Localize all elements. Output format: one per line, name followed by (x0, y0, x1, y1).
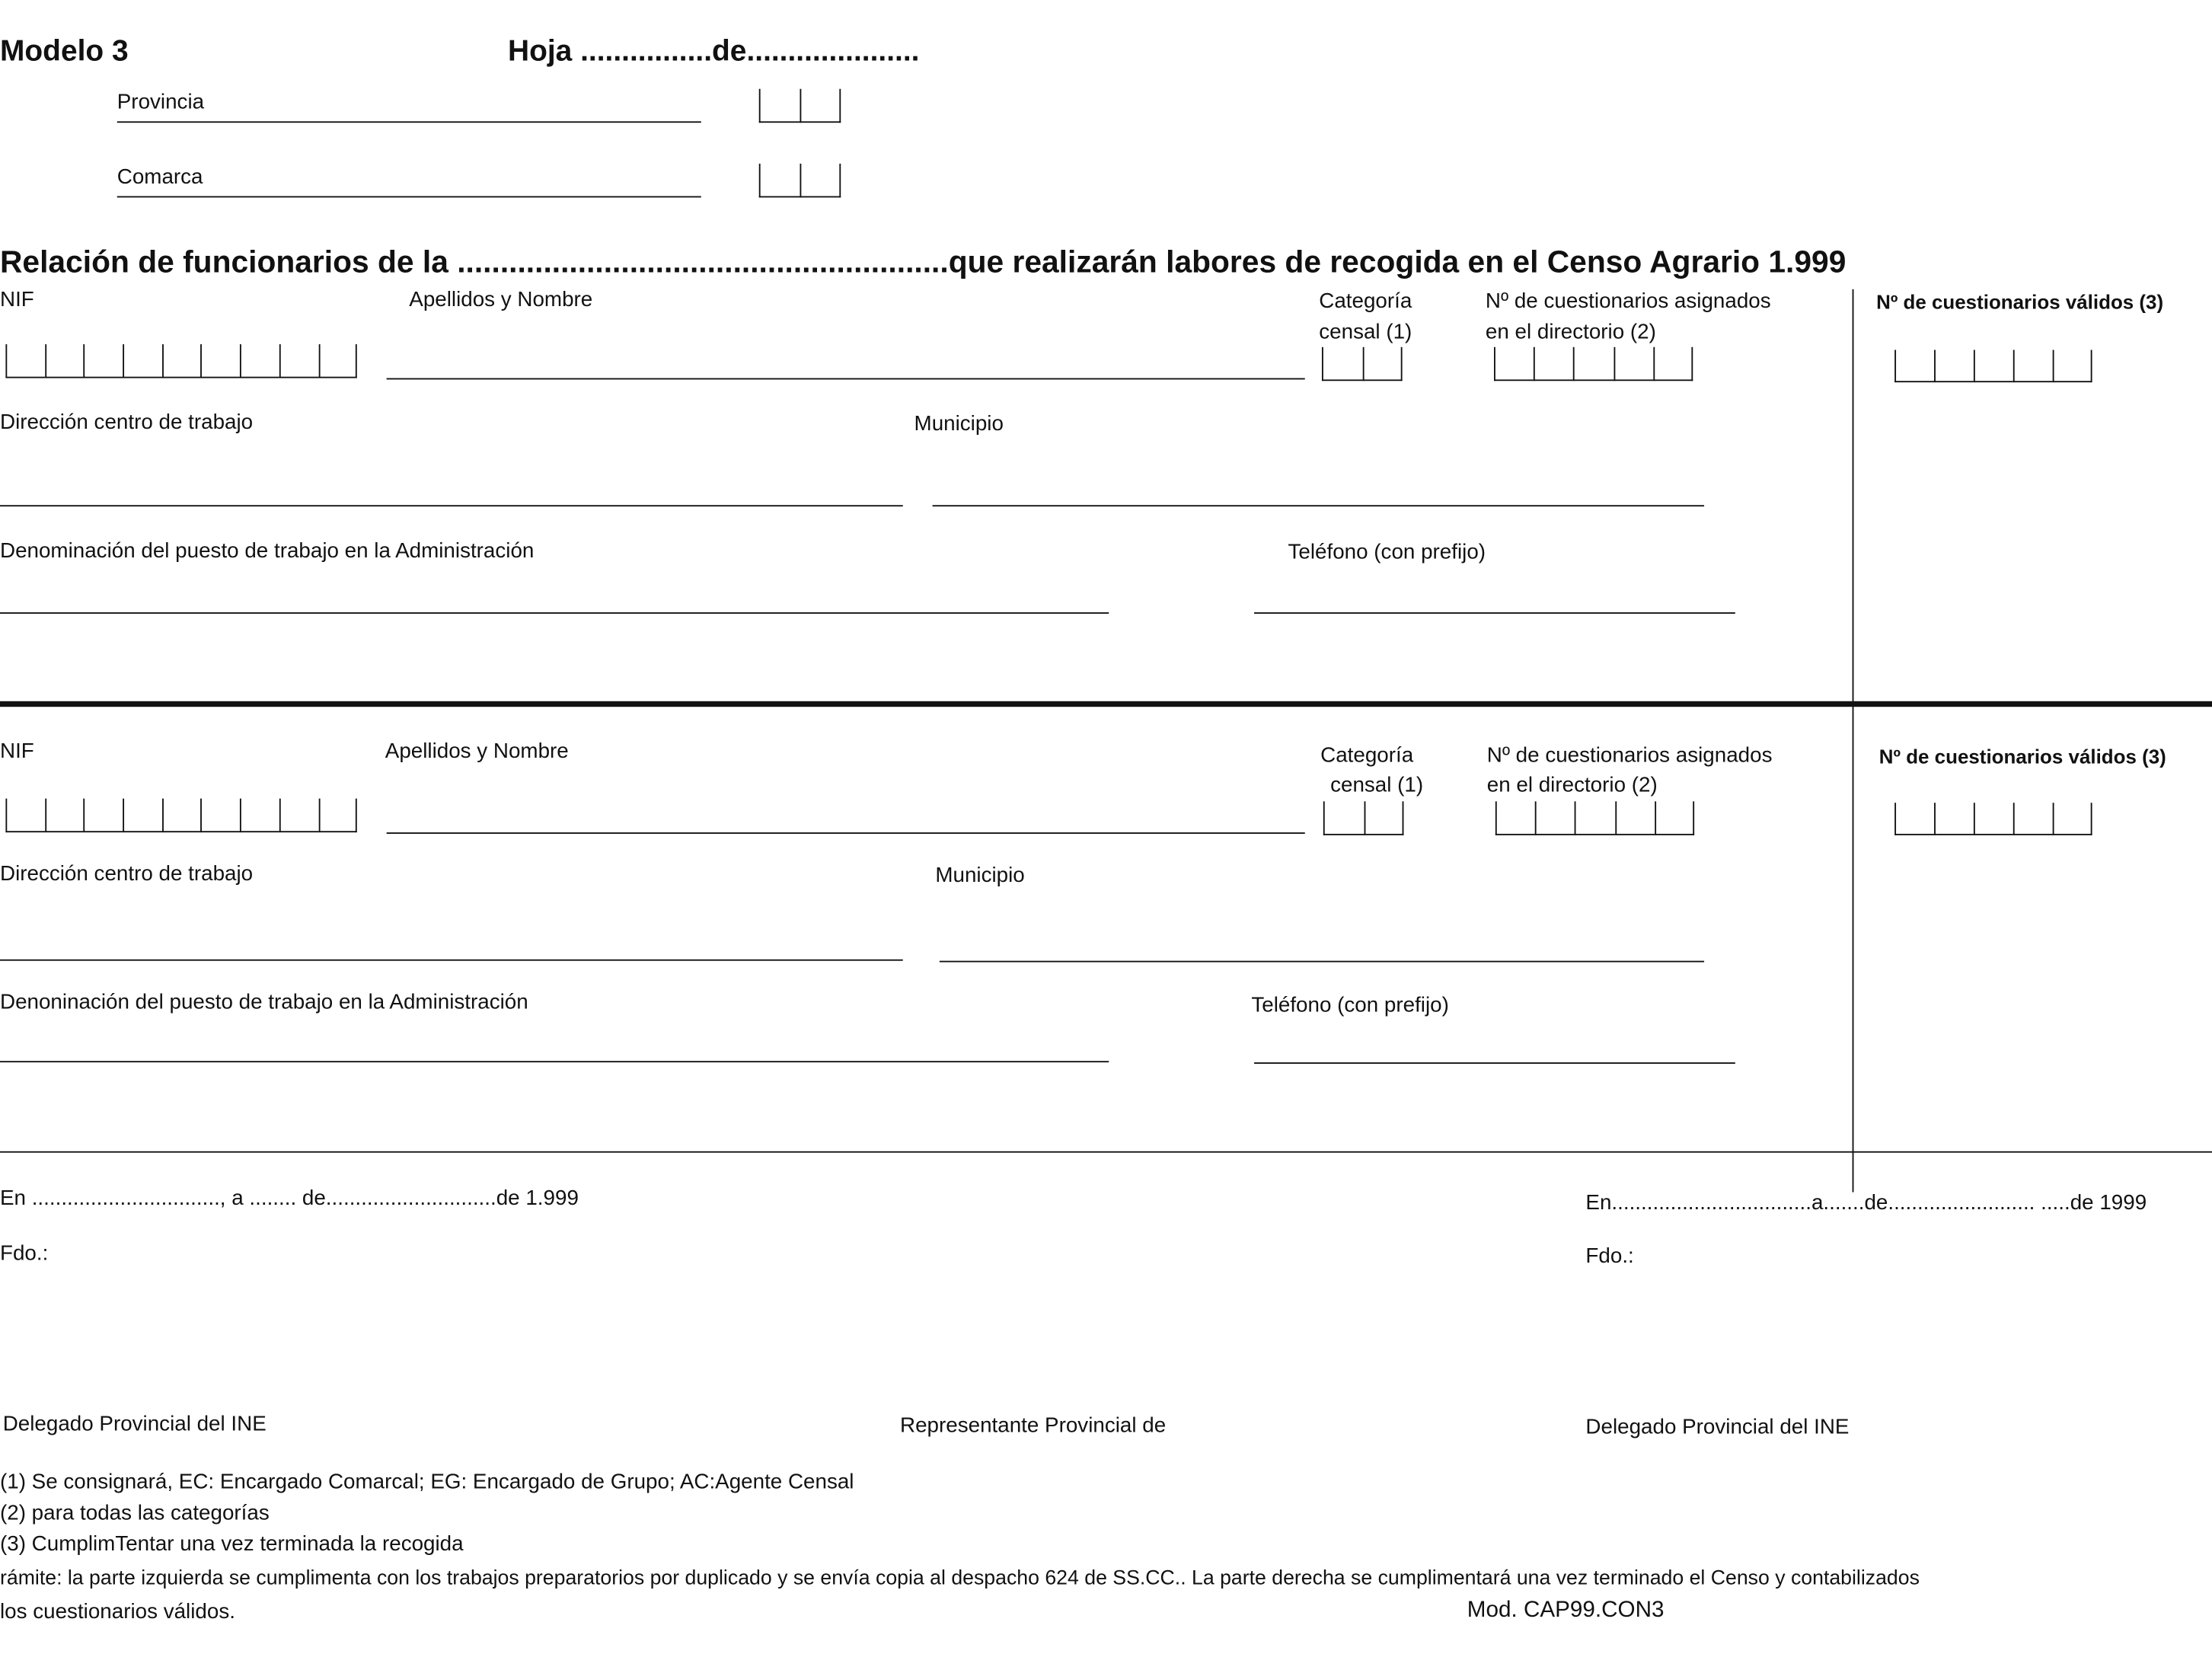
left-signature-label: Fdo.: (0, 1241, 49, 1266)
assigned-boxes[interactable] (1494, 347, 1693, 381)
position-input-line[interactable] (0, 612, 1109, 614)
category-label: Categoría (1319, 289, 1412, 314)
right-signer-role: Delegado Provincial del INE (1585, 1415, 1850, 1439)
phone-label: Teléfono (con prefijo) (1288, 540, 1486, 565)
section-separator (0, 1151, 2212, 1153)
sheet-number-field[interactable]: Hoja ................de..................... (507, 35, 920, 68)
valid-label: Nº de cuestionarios válidos (3) (1878, 745, 2166, 768)
center-signer-role: Representante Provincial de (900, 1413, 1167, 1438)
province-code-boxes[interactable] (759, 89, 841, 123)
name-input-line[interactable] (387, 378, 1305, 380)
footnote-3: (3) CumplimTentar una vez terminada la recogida (0, 1532, 464, 1557)
category-boxes[interactable] (1323, 801, 1404, 835)
assigned-label-2: en el directorio (2) (1486, 773, 1658, 797)
left-place-date-field[interactable]: En ................................, a ........ de.............................de 1.999 (0, 1186, 579, 1211)
phone-input-line[interactable] (1254, 1062, 1735, 1064)
assigned-label: Nº de cuestionarios asignados (1486, 743, 1773, 768)
municipality-input-line[interactable] (933, 505, 1704, 506)
address-label: Dirección centro de trabajo (0, 861, 254, 886)
category-label-2: censal (1) (1330, 773, 1424, 797)
position-label: Denominación del puesto de trabajo en la Administración (0, 538, 535, 564)
province-label: Provincia (117, 90, 205, 115)
comarca-code-boxes[interactable] (759, 164, 841, 197)
name-input-line[interactable] (387, 832, 1305, 834)
footnote-1: (1) Se consignará, EC: Encargado Comarcal; EG: Encargado de Grupo; AC:Agente Censal (0, 1470, 854, 1495)
municipality-label: Municipio (935, 863, 1025, 888)
form-title: Relación de funcionarios de la .........................................................que realizarán labores de recogida en el Censo Agrario 1.999 (0, 244, 1847, 279)
address-label: Dirección centro de trabajo (0, 410, 254, 435)
form-code: Mod. CAP99.CON3 (1467, 1598, 1665, 1623)
footnote-2: (2) para todas las categorías (0, 1501, 270, 1525)
nif-label: NIF (0, 739, 34, 764)
valid-boxes[interactable] (1894, 803, 2092, 835)
position-label: Denoninación del puesto de trabajo en la Administración (0, 990, 528, 1015)
address-input-line[interactable] (0, 505, 903, 506)
valid-boxes[interactable] (1894, 350, 2092, 382)
phone-label: Teléfono (con prefijo) (1251, 993, 1449, 1017)
nif-boxes[interactable] (5, 799, 357, 832)
procedure-note: rámite: la parte izquierda se cumplimenta con los trabajos preparatorios por duplicado y se envía copia al despacho 624 de SS.CC.. La parte derecha se cumplimentará una vez terminado el Censo y contabilizados (0, 1567, 1920, 1590)
address-input-line[interactable] (0, 960, 903, 961)
name-label: Apellidos y Nombre (409, 287, 593, 312)
category-label: Categoría (1320, 743, 1414, 768)
model-label: Modelo 3 (0, 35, 129, 68)
comarca-label: Comarca (117, 164, 203, 190)
municipality-input-line[interactable] (940, 961, 1704, 963)
position-input-line[interactable] (0, 1061, 1109, 1062)
category-label-2: censal (1) (1319, 320, 1412, 345)
municipality-label: Municipio (914, 411, 1004, 436)
assigned-boxes[interactable] (1495, 801, 1694, 835)
name-label: Apellidos y Nombre (385, 739, 569, 764)
assigned-label-2: en el directorio (2) (1485, 320, 1656, 345)
valid-label: Nº de cuestionarios válidos (3) (1876, 290, 2164, 314)
record-separator (0, 701, 2212, 707)
nif-boxes[interactable] (5, 344, 357, 378)
assigned-label: Nº de cuestionarios asignados (1485, 289, 1771, 314)
column-divider (1853, 289, 1854, 1193)
comarca-input-line[interactable] (117, 196, 701, 198)
right-signature-label: Fdo.: (1585, 1244, 1634, 1269)
right-place-date-field[interactable]: En..................................a.......de......................... .....de 1999 (1585, 1190, 2147, 1215)
province-input-line[interactable] (117, 121, 701, 123)
phone-input-line[interactable] (1254, 612, 1735, 614)
left-signer-role: Delegado Provincial del INE (2, 1412, 267, 1437)
nif-label: NIF (0, 287, 34, 312)
category-boxes[interactable] (1322, 347, 1403, 381)
procedure-note-cont: los cuestionarios válidos. (0, 1599, 235, 1624)
